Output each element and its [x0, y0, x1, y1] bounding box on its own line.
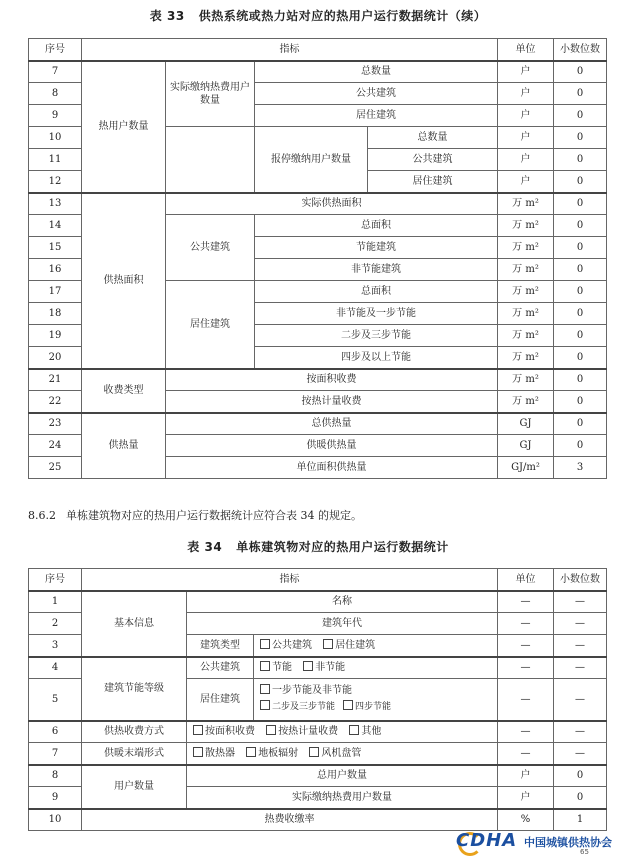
option-label: 公共建筑: [272, 639, 312, 651]
row-unit: —: [498, 657, 554, 679]
row-decimals: 0: [554, 765, 607, 787]
table33: [28, 38, 607, 479]
row-label: 总用户数量: [187, 765, 498, 787]
group-building-type: 建筑类型: [187, 635, 254, 657]
row-label: 居住建筑: [255, 105, 498, 127]
checkbox-option[interactable]: [266, 725, 338, 738]
row-label: 二步及三步节能: [255, 325, 498, 347]
table34-header-row: [29, 569, 607, 591]
row-label: 实际缴纳热费用户数量: [187, 787, 498, 809]
group-residential: 居住建筑: [187, 679, 254, 721]
table33-title: 供热系统或热力站对应的热用户运行数据统计（续）: [198, 9, 487, 23]
checkbox-option[interactable]: [260, 661, 292, 674]
row-no: 19: [29, 325, 82, 347]
row-decimals: —: [554, 635, 607, 657]
row-unit: 万 m²: [498, 281, 554, 303]
option-label: 按面积收费: [205, 726, 255, 738]
checkbox-icon: [260, 661, 270, 671]
row-no: 18: [29, 303, 82, 325]
row-no: 25: [29, 457, 82, 479]
option-label: 散热器: [205, 747, 235, 759]
row-no: 5: [29, 679, 82, 721]
table34-number: 表 34: [187, 540, 223, 554]
header-decimals: 小数位数: [554, 569, 607, 591]
group-charge-type: 收费类型: [82, 369, 166, 413]
row-unit: —: [498, 613, 554, 635]
row-label: 非节能建筑: [255, 259, 498, 281]
checkbox-icon: [246, 747, 256, 757]
header-indicator: 指标: [82, 569, 498, 591]
row-decimals: 0: [554, 127, 607, 149]
row-unit: %: [498, 809, 554, 831]
row-no: 10: [29, 809, 82, 831]
row-unit: 万 m²: [498, 193, 554, 215]
table34-title: 单栋建筑物对应的热用户运行数据统计: [236, 540, 449, 554]
row-unit: 户: [498, 171, 554, 193]
row-unit: 万 m²: [498, 347, 554, 369]
row-label: 总面积: [255, 281, 498, 303]
row-no: 11: [29, 149, 82, 171]
row-no: 17: [29, 281, 82, 303]
header-decimals: 小数位数: [554, 39, 607, 61]
option-group: [254, 679, 498, 721]
section-text: 单栋建筑物对应的热用户运行数据统计应符合表 34 的规定。: [66, 509, 362, 522]
row-label: 名称: [187, 591, 498, 613]
row-decimals: 0: [554, 193, 607, 215]
table-row: [29, 743, 607, 765]
row-unit: —: [498, 679, 554, 721]
group-supply: 供热量: [82, 413, 166, 479]
group-actual-pay: 实际缴纳热费用户数量: [166, 61, 255, 127]
row-label: 建筑年代: [187, 613, 498, 635]
row-decimals: 0: [554, 369, 607, 391]
checkbox-icon: [349, 725, 359, 735]
row-label: 供暖供热量: [166, 435, 498, 457]
row-no: 9: [29, 787, 82, 809]
row-label: 总数量: [368, 127, 498, 149]
table-row: [29, 369, 607, 391]
row-unit: —: [498, 721, 554, 743]
option-group: [254, 635, 498, 657]
row-no: 8: [29, 83, 82, 105]
row-unit: 万 m²: [498, 391, 554, 413]
row-unit: —: [498, 743, 554, 765]
option-label: 按热计量收费: [278, 726, 339, 738]
row-label: 供暖末端形式: [82, 743, 187, 765]
checkbox-option[interactable]: [193, 747, 235, 760]
row-decimals: —: [554, 679, 607, 721]
row-unit: 户: [498, 787, 554, 809]
header-unit: 单位: [498, 39, 554, 61]
row-no: 12: [29, 171, 82, 193]
section-number: 8.6.2: [28, 509, 56, 522]
table34: [28, 568, 607, 831]
row-no: 4: [29, 657, 82, 679]
checkbox-icon: [260, 639, 270, 649]
checkbox-icon: [193, 747, 203, 757]
row-unit: 户: [498, 105, 554, 127]
row-label: 热费收缴率: [82, 809, 498, 831]
row-label: 公共建筑: [255, 83, 498, 105]
row-decimals: 0: [554, 281, 607, 303]
option-label: 节能: [272, 662, 292, 674]
row-decimals: 1: [554, 809, 607, 831]
checkbox-icon: [193, 725, 203, 735]
row-unit: 户: [498, 149, 554, 171]
row-no: 14: [29, 215, 82, 237]
row-decimals: 0: [554, 347, 607, 369]
group-stopped: 报停缴纳用户数量: [255, 127, 368, 193]
row-decimals: 0: [554, 83, 607, 105]
checkbox-icon: [266, 725, 276, 735]
header-seq: 序号: [29, 39, 82, 61]
row-decimals: —: [554, 591, 607, 613]
row-unit: 万 m²: [498, 369, 554, 391]
table34-caption: [0, 538, 636, 555]
row-no: 9: [29, 105, 82, 127]
group-users: 热用户数量: [82, 61, 166, 193]
row-label: 按面积收费: [166, 369, 498, 391]
section-paragraph: [28, 507, 362, 523]
option-label: 地板辐射: [258, 747, 299, 759]
checkbox-option[interactable]: [349, 725, 381, 738]
row-unit: GJ: [498, 413, 554, 435]
row-decimals: 0: [554, 215, 607, 237]
table-row: [29, 591, 607, 613]
option-group: [187, 743, 498, 765]
row-unit: 万 m²: [498, 259, 554, 281]
row-decimals: 3: [554, 457, 607, 479]
empty-cell: [166, 127, 255, 193]
row-label: 供热收费方式: [82, 721, 187, 743]
table-row: [29, 765, 607, 787]
row-unit: 万 m²: [498, 325, 554, 347]
row-no: 23: [29, 413, 82, 435]
logo-mark: CDHA: [456, 830, 518, 851]
row-no: 1: [29, 591, 82, 613]
checkbox-option[interactable]: [260, 639, 312, 652]
row-label: 总数量: [255, 61, 498, 83]
option-label: 风机盘管: [321, 747, 362, 759]
row-no: 7: [29, 61, 82, 83]
checkbox-option[interactable]: [303, 661, 345, 674]
table-row: [29, 61, 607, 83]
header-unit: 单位: [498, 569, 554, 591]
association-logo: [456, 828, 636, 856]
row-decimals: 0: [554, 435, 607, 457]
row-label: 非节能及一步节能: [255, 303, 498, 325]
row-decimals: 0: [554, 259, 607, 281]
checkbox-option[interactable]: [193, 725, 255, 738]
checkbox-icon: [323, 639, 333, 649]
row-no: 16: [29, 259, 82, 281]
checkbox-option[interactable]: [323, 639, 375, 652]
row-no: 21: [29, 369, 82, 391]
row-decimals: 0: [554, 237, 607, 259]
checkbox-option[interactable]: [309, 747, 361, 760]
row-label: 公共建筑: [368, 149, 498, 171]
row-label: 单位面积供热量: [166, 457, 498, 479]
group-residential: 居住建筑: [166, 281, 255, 369]
row-label: 总面积: [255, 215, 498, 237]
option-label: 其他: [361, 726, 382, 738]
row-no: 2: [29, 613, 82, 635]
row-no: 10: [29, 127, 82, 149]
row-label: 居住建筑: [368, 171, 498, 193]
row-decimals: —: [554, 721, 607, 743]
row-decimals: 0: [554, 303, 607, 325]
row-decimals: 0: [554, 787, 607, 809]
row-label: 实际供热面积: [166, 193, 498, 215]
option-label: 四步节能: [355, 702, 392, 713]
checkbox-option[interactable]: [246, 747, 298, 760]
row-unit: —: [498, 591, 554, 613]
group-public: 公共建筑: [166, 215, 255, 281]
row-unit: 万 m²: [498, 303, 554, 325]
row-no: 3: [29, 635, 82, 657]
row-no: 6: [29, 721, 82, 743]
row-unit: 万 m²: [498, 237, 554, 259]
row-label: 四步及以上节能: [255, 347, 498, 369]
checkbox-option[interactable]: [260, 699, 335, 716]
table-row: [29, 657, 607, 679]
row-decimals: —: [554, 657, 607, 679]
row-label: 总供热量: [166, 413, 498, 435]
row-unit: 万 m²: [498, 215, 554, 237]
checkbox-icon: [343, 700, 353, 710]
table-row: [29, 193, 607, 215]
row-unit: —: [498, 635, 554, 657]
row-unit: GJ: [498, 435, 554, 457]
row-unit: GJ/m²: [498, 457, 554, 479]
row-no: 7: [29, 743, 82, 765]
logo-name: 中国城镇供热协会: [524, 836, 612, 849]
row-decimals: 0: [554, 61, 607, 83]
group-basic: 基本信息: [82, 591, 187, 657]
checkbox-icon: [309, 747, 319, 757]
row-decimals: 0: [554, 413, 607, 435]
row-decimals: 0: [554, 171, 607, 193]
header-seq: 序号: [29, 569, 82, 591]
group-area: 供热面积: [82, 193, 166, 369]
row-label: 节能建筑: [255, 237, 498, 259]
row-unit: 户: [498, 61, 554, 83]
group-users: 用户数量: [82, 765, 187, 809]
table-row: [29, 413, 607, 435]
option-label: 居住建筑: [335, 639, 376, 651]
option-label: 二步及三步节能: [272, 702, 336, 713]
checkbox-option[interactable]: [343, 699, 391, 716]
row-no: 24: [29, 435, 82, 457]
table33-caption: [0, 7, 636, 24]
table-row: [29, 721, 607, 743]
row-decimals: 0: [554, 105, 607, 127]
checkbox-option[interactable]: [260, 682, 352, 699]
row-decimals: 0: [554, 149, 607, 171]
row-no: 13: [29, 193, 82, 215]
row-no: 20: [29, 347, 82, 369]
group-energy-level: 建筑节能等级: [82, 657, 187, 721]
row-label: 按热计量收费: [166, 391, 498, 413]
row-decimals: 0: [554, 391, 607, 413]
row-decimals: 0: [554, 325, 607, 347]
row-no: 22: [29, 391, 82, 413]
group-public: 公共建筑: [187, 657, 254, 679]
row-no: 15: [29, 237, 82, 259]
option-group: [187, 721, 498, 743]
header-indicator: 指标: [82, 39, 498, 61]
option-label: 非节能: [315, 662, 346, 674]
checkbox-icon: [260, 684, 270, 694]
page-number: 65: [580, 848, 589, 856]
checkbox-icon: [260, 700, 270, 710]
row-decimals: —: [554, 613, 607, 635]
row-decimals: —: [554, 743, 607, 765]
row-unit: 户: [498, 83, 554, 105]
row-unit: 户: [498, 765, 554, 787]
row-unit: 户: [498, 127, 554, 149]
option-group: [254, 657, 498, 679]
table33-header-row: [29, 39, 607, 61]
table33-number: 表 33: [149, 9, 185, 23]
checkbox-icon: [303, 661, 313, 671]
row-no: 8: [29, 765, 82, 787]
option-label: 一步节能及非节能: [272, 685, 352, 697]
